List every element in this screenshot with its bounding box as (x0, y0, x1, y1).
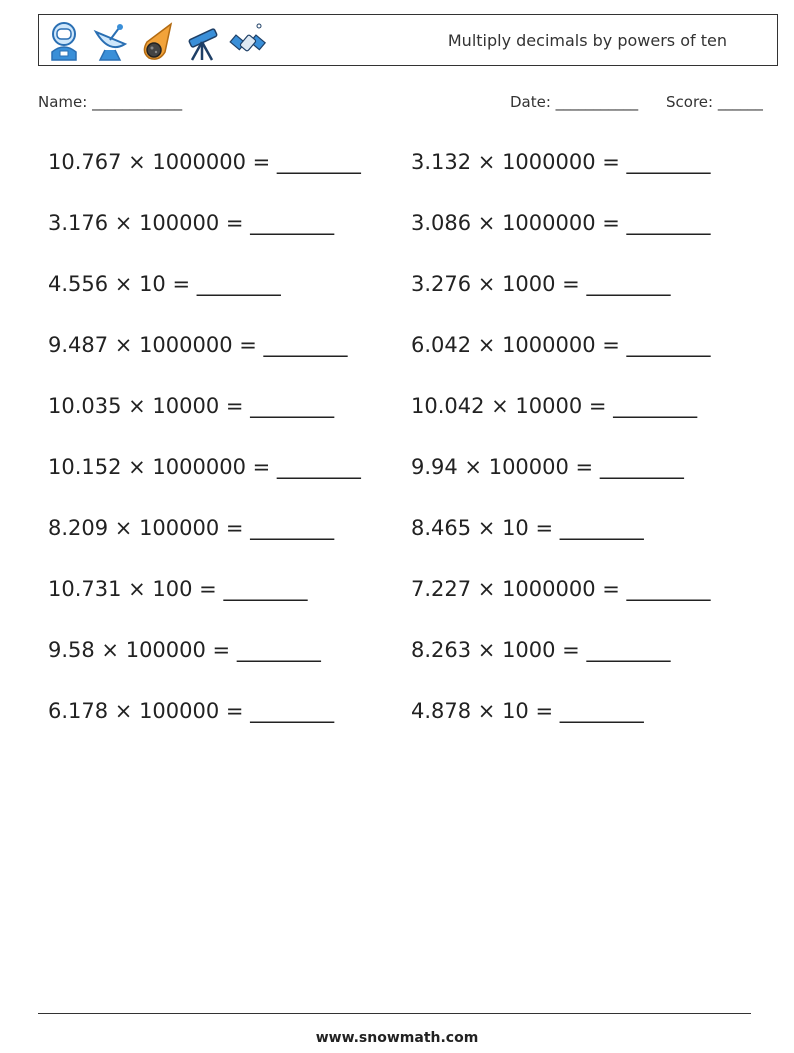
problem-left-2: 3.176 × 100000 = ________ (48, 211, 335, 235)
meteor-icon (137, 20, 175, 62)
worksheet-title: Multiply decimals by powers of ten (447, 31, 727, 50)
problem-right-9: 8.263 × 1000 = ________ (411, 638, 671, 662)
telescope-icon (183, 20, 221, 62)
problem-right-4: 6.042 × 1000000 = ________ (411, 333, 711, 357)
problem-right-6: 9.94 × 100000 = ________ (411, 455, 684, 479)
problem-left-4: 9.487 × 1000000 = ________ (48, 333, 348, 357)
name-field-label: Name: ____________ (38, 93, 183, 111)
satellite-dish-icon (91, 20, 129, 62)
problem-right-2: 3.086 × 1000000 = ________ (411, 211, 711, 235)
space-station-icon (229, 20, 267, 62)
problem-right-10: 4.878 × 10 = ________ (411, 699, 644, 723)
problem-left-6: 10.152 × 1000000 = ________ (48, 455, 361, 479)
problem-right-7: 8.465 × 10 = ________ (411, 516, 644, 540)
problem-left-9: 9.58 × 100000 = ________ (48, 638, 321, 662)
footer-divider (38, 1013, 751, 1014)
problem-left-10: 6.178 × 100000 = ________ (48, 699, 335, 723)
header-icons (45, 20, 267, 62)
worksheet-header (38, 14, 778, 66)
score-field-label: Score: ______ (666, 93, 763, 111)
problem-right-5: 10.042 × 10000 = ________ (411, 394, 698, 418)
problem-right-1: 3.132 × 1000000 = ________ (411, 150, 711, 174)
problem-right-3: 3.276 × 1000 = ________ (411, 272, 671, 296)
problem-left-1: 10.767 × 1000000 = ________ (48, 150, 361, 174)
problem-left-7: 8.209 × 100000 = ________ (48, 516, 335, 540)
problem-right-8: 7.227 × 1000000 = ________ (411, 577, 711, 601)
date-field-label: Date: ___________ (510, 93, 639, 111)
footer-url: www.snowmath.com (315, 1030, 479, 1046)
astronaut-icon (45, 20, 83, 62)
problem-left-5: 10.035 × 10000 = ________ (48, 394, 335, 418)
problem-left-8: 10.731 × 100 = ________ (48, 577, 308, 601)
problem-left-3: 4.556 × 10 = ________ (48, 272, 281, 296)
